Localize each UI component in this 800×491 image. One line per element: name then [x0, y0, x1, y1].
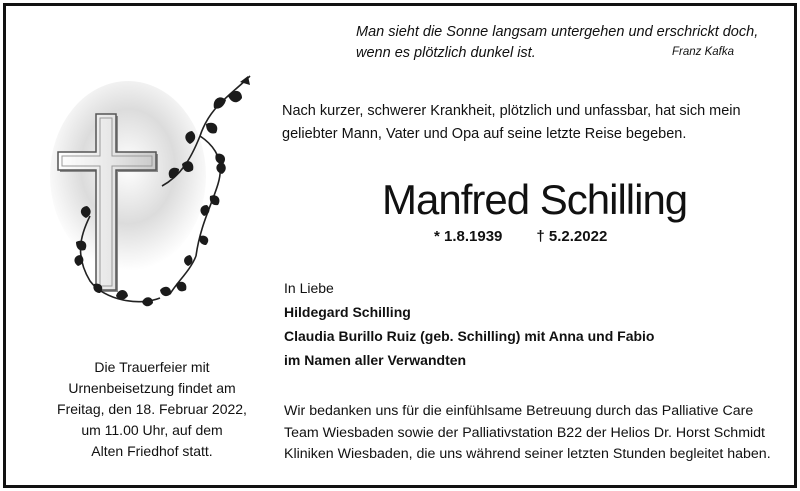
ceremony-line: Alten Friedhof statt. [91, 443, 213, 459]
thanks-line: Kliniken Wiesbaden, die uns während seiner letzten Stunden begleitet haben. [284, 446, 771, 462]
thanks-line: Team Wiesbaden sowie der Palliativstation B22 der Helios Dr. Horst Schmidt [284, 424, 766, 441]
life-dates [434, 228, 641, 245]
ceremony-info [44, 357, 260, 462]
mourners-list [284, 276, 784, 372]
ceremony-line: Die Trauerfeier mit [94, 359, 210, 375]
thanks-text [284, 401, 784, 466]
ceremony-line: um 11.00 Uhr, auf dem [81, 422, 223, 438]
mourner-name: Claudia Burillo Ruiz (geb. Schilling) mit Anna und Fabio [284, 328, 655, 344]
glow-halo [50, 81, 206, 271]
quote-line: wenn es plötzlich dunkel ist. [356, 45, 536, 61]
mourner-name: im Namen aller Verwandten [284, 352, 467, 368]
death-date: † 5.2.2022 [536, 228, 608, 245]
thanks-line: Wir bedanken uns für die einfühlsame Betreuung durch das Palliative Care [284, 403, 754, 419]
quote-author: Franz Kafka [672, 46, 734, 58]
cross-with-ivy-icon [50, 66, 260, 316]
announcement-line: geliebter Mann, Vater und Opa auf seine letzte Reise begeben. [282, 126, 687, 142]
announcement-text [282, 100, 762, 146]
quote-line: Man sieht die Sonne langsam untergehen und erschrickt doch, [356, 24, 759, 40]
mourner-name: Hildegard Schilling [284, 304, 411, 320]
birth-date: * 1.8.1939 [434, 228, 503, 245]
mourners-intro: In Liebe [284, 280, 334, 296]
deceased-name: Manfred Schilling [382, 176, 688, 223]
ceremony-line: Urnenbeisetzung findet am [68, 380, 236, 396]
ceremony-line: Freitag, den 18. Februar 2022, [57, 401, 247, 417]
announcement-line: Nach kurzer, schwerer Krankheit, plötzlich und unfassbar, hat sich mein [282, 103, 741, 119]
